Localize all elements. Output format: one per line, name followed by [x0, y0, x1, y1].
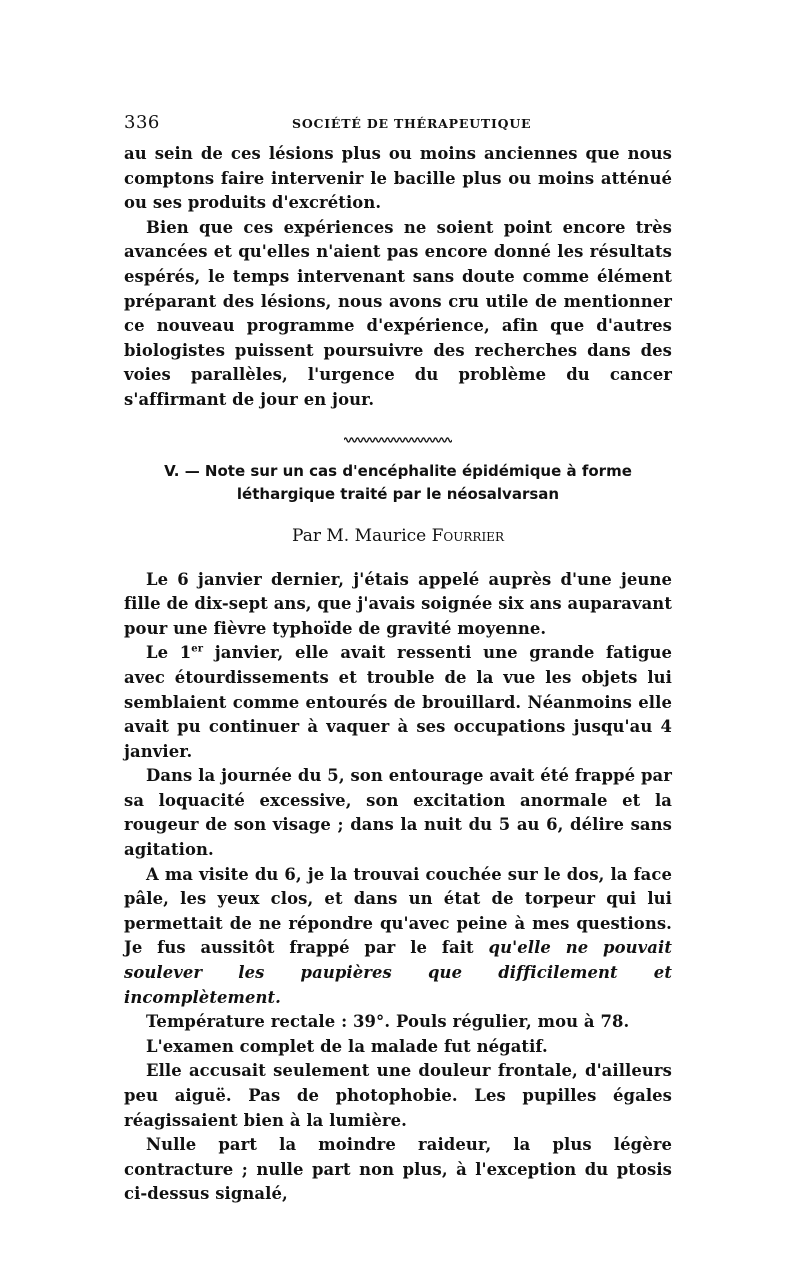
body-paragraph-4 — [124, 863, 672, 1011]
body-paragraph-1: Le 6 janvier dernier, j'étais appelé auprès d'une jeune fille de dix-sept ans, que j'avais soignée six ans auparavant pour une fièvre typhoïde de gravité moyenne. — [124, 569, 672, 638]
journal-title: SOCIÉTÉ DE THÉRAPEUTIQUE — [292, 116, 532, 131]
body-paragraph-3: Dans la journée du 5, son entourage avait été frappé par sa loquacité excessive, son excitation anormale et la rougeur de son visage ; dans la nuit du 5 au 6, délire sans agitation. — [124, 766, 672, 860]
article-title-line-1: V. — Note sur un cas d'encéphalite épidémique à forme — [164, 461, 632, 480]
page-number: 336 — [124, 112, 160, 133]
body-paragraph-2 — [124, 641, 672, 764]
author-prefix: Par M. Maurice — [292, 525, 432, 546]
page — [124, 112, 672, 1207]
author-surname: Fourrier — [431, 525, 504, 546]
p2-superscript: er — [191, 643, 204, 655]
continuation-paragraph-2: Bien que ces expériences ne soient point encore très avancées et qu'elles n'aient pas encore donné les résultats espérés, le temps intervenant sans doute comme élément préparant des lésions, nous avons cru utile de mentionner ce nouveau programme d'expérience, afin que d'autres biologistes puissent poursuivre des recherches dans des voies parallèles, l'urgence du problème du cancer s'affirmant de jour en jour. — [124, 217, 672, 409]
article-title — [124, 460, 672, 506]
body-paragraph-5: Température rectale : 39°. Pouls régulier, mou à 78. — [146, 1012, 630, 1032]
author-line — [124, 526, 672, 546]
body-paragraph-7: Elle accusait seulement une douleur frontale, d'ailleurs peu aiguë. Pas de photophobie. Les pupilles égales réagissaient bien à la lumière. — [124, 1061, 672, 1130]
p2-start: Le 1 — [146, 643, 192, 663]
continuation-paragraph-1: au sein de ces lésions plus ou moins anciennes que nous comptons faire intervenir le bacille plus ou moins atténué ou ses produits d'excrétion. — [124, 144, 672, 213]
section-separator — [124, 435, 672, 444]
p4-italic: qu'elle ne pouvait soulever les paupières que difficilement et incomplètement. — [124, 938, 672, 1007]
p4-start: A ma visite du 6, je la trouvai couchée sur le dos, la face pâle, les yeux clos, et dans un état de torpeur qui lui permettait de ne répondre qu'avec peine à mes questions. Je fus aussitôt frappé par le fait — [124, 864, 672, 958]
article-title-line-2: léthargique traité par le néosalvarsan — [236, 484, 560, 503]
body-paragraph-6: L'examen complet de la malade fut négatif. — [146, 1036, 548, 1056]
wavy-rule-icon — [344, 436, 452, 444]
p2-rest: janvier, elle avait ressenti une grande fatigue avec étourdissements et trouble de la vue les objets lui semblaient comme entourés de brouillard. Néanmoins elle avait pu continuer à vaquer à ses occupations jusqu'au 4 janvier. — [124, 643, 672, 761]
running-head — [124, 112, 672, 142]
body-paragraph-8: Nulle part la moindre raideur, la plus légère contracture ; nulle part non plus, à l'exception du ptosis ci-dessus signalé, — [124, 1135, 672, 1204]
